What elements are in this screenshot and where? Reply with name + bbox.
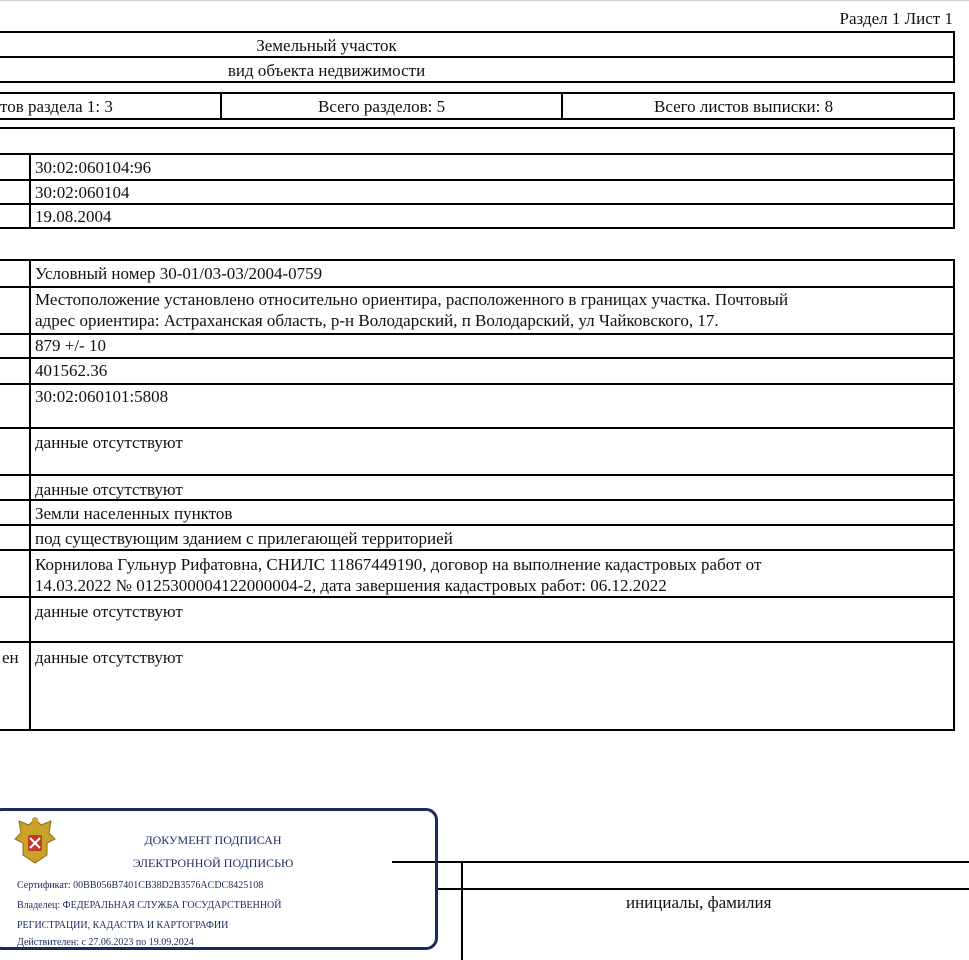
- details-column-divider: [29, 261, 31, 729]
- total-sections: Всего разделов: 5: [318, 97, 446, 116]
- total-sheets: Всего листов выписки: 8: [654, 97, 834, 116]
- id-row-line: [0, 203, 953, 205]
- certificate-number: Сертификат: 00BB056B7401CB38D2B3576ACDC8425108: [17, 880, 264, 891]
- page-top-border: [0, 0, 969, 1]
- cadastral-engineer-line-1: Корнилова Гульнур Рифатовна, СНИЛС 11867449190, договор на выполнение кадастровых работ от: [35, 555, 762, 574]
- details-row-line: [0, 383, 953, 385]
- location-line-2: адрес ориентира: Астраханская область, р-н Володарский, п Володарский, ул Чайковского, 17.: [35, 311, 719, 330]
- signature-table-top-line: [392, 861, 969, 863]
- stamp-title-line-2: ЭЛЕКТРОННОЙ ПОДПИСЬЮ: [132, 856, 294, 870]
- details-row-line: [0, 524, 953, 526]
- object-type-divider: [0, 56, 953, 58]
- conditional-number: Условный номер 30-01/03-03/2004-0759: [35, 264, 323, 283]
- signature-table-divider: [461, 861, 463, 960]
- id-row-line: [0, 153, 953, 155]
- id-column-divider: [29, 153, 31, 227]
- cadastral-engineer-line-2: 14.03.2022 № 0125300004122000004-2, дата завершения кадастровых работ: 06.12.2022: [35, 576, 667, 595]
- id-table: [0, 127, 955, 229]
- object-type-box: [0, 31, 955, 83]
- permitted-use: под существующим зданием с прилегающей территорией: [35, 529, 453, 548]
- certificate-owner-line-1: Владелец: ФЕДЕРАЛЬНАЯ СЛУЖБА ГОСУДАРСТВЕННОЙ: [17, 900, 282, 911]
- details-table: [0, 259, 955, 731]
- counts-divider-1: [220, 94, 222, 118]
- details-row-line: [0, 641, 953, 643]
- data-absent-2: данные отсутствуют: [35, 480, 183, 499]
- sheets-of-section: тов раздела 1: 3: [0, 97, 113, 116]
- counts-row: [0, 92, 955, 120]
- cadastral-number: 30:02:060104:96: [35, 158, 152, 177]
- counts-divider-2: [561, 94, 563, 118]
- initials-caption: инициалы, фамилия: [626, 893, 772, 912]
- data-absent-1: данные отсутствуют: [35, 433, 183, 452]
- id-row-line: [0, 179, 953, 181]
- cadastral-value: 401562.36: [35, 361, 108, 380]
- coat-of-arms-icon: [13, 815, 57, 867]
- details-row-line: [0, 357, 953, 359]
- electronic-signature-stamp: [0, 808, 438, 950]
- land-category: Земли населенных пунктов: [35, 504, 233, 523]
- details-row-line: [0, 427, 953, 429]
- certificate-owner-line-2: РЕГИСТРАЦИИ, КАДАСТРА И КАРТОГРАФИИ: [17, 920, 229, 931]
- data-absent-4: данные отсутствуют: [35, 648, 183, 667]
- details-row-line: [0, 474, 953, 476]
- object-type-value: Земельный участок: [256, 36, 397, 55]
- object-type-caption: вид объекта недвижимости: [227, 61, 426, 80]
- details-row-line: [0, 499, 953, 501]
- row-label-fragment: ен: [2, 648, 19, 667]
- date-assigned: 19.08.2004: [35, 207, 112, 226]
- signature-table-mid-line: [436, 888, 969, 890]
- data-absent-3: данные отсутствуют: [35, 602, 183, 621]
- area-value: 879 +/- 10: [35, 336, 106, 355]
- stamp-title-line-1: ДОКУМЕНТ ПОДПИСАН: [144, 833, 282, 847]
- details-row-line: [0, 286, 953, 288]
- certificate-validity: Действителен: с 27.06.2023 по 19.09.2024: [17, 937, 194, 948]
- quarter-number: 30:02:060104: [35, 183, 130, 202]
- related-object-number: 30:02:060101:5808: [35, 387, 169, 406]
- details-row-line: [0, 333, 953, 335]
- details-row-line: [0, 596, 953, 598]
- details-row-line: [0, 549, 953, 551]
- section-sheet-label: Раздел 1 Лист 1: [839, 9, 953, 28]
- location-line-1: Местоположение установлено относительно ориентира, расположенного в границах участка. Почтовый: [35, 290, 789, 309]
